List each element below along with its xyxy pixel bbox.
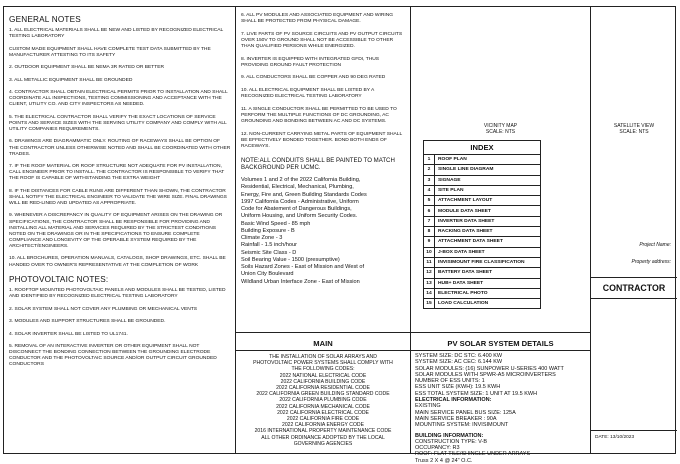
index-row — [424, 299, 541, 309]
note-item: 8. INVERTER IS EQUIPPED WITH INTEGRATED GFDI, THUS PROVIDING GROUND FAULT PROTECTION — [241, 56, 380, 68]
index-number: 11 — [424, 257, 435, 267]
main-code-line: 2022 CALIFORNIA PLUMBING CODE — [279, 397, 367, 404]
index-row — [424, 196, 541, 206]
code-line: Soils Hazard Zones - East of Mission and West of — [241, 264, 365, 271]
general-note: 9. WHENEVER A DISCREPANCY IN QUALITY OF EQUIPMENT ARISES ON THE DRAWING OR SPECIFICATIONS, THE CONTRACTOR SHALL BE RESPONSIBLE FOR PROVIDING AND INSTALLING ALL MATERIAL AND SERVICES REQUIRED BY THE STRICTEST CONDITIONS NOTED ON THE DRAWINGS OR IN THE SPECIFICATIONS TO ENSURE COMPLETE COMPLIANCE AND LONGEVITY OF THE OPERABLE SYSTEM REQUIRED BY THE ARCHITECT/ENGINEERS. — [9, 213, 223, 249]
building-info-line: CONSTRUCTION TYPE: V-B — [415, 438, 488, 445]
pv-details-title: PV SOLAR SYSTEM DETAILS — [411, 337, 590, 351]
index-sheet-label: SINGLE LINE DIAGRAM — [435, 165, 541, 175]
index-number: 14 — [424, 288, 435, 298]
project-name-label: Project Name: — [639, 242, 671, 248]
index-sheet-label: HUB+ DATA SHEET — [435, 278, 541, 288]
index-sheet-label: ELECTRICAL PHOTO — [435, 288, 541, 298]
code-line: Basic Wind Speed - 85 mph — [241, 220, 311, 227]
index-number: 3 — [424, 175, 435, 185]
index-row — [424, 185, 541, 195]
satellite-view-title: SATELLITE VIEW — [613, 123, 655, 129]
vicinity-map-scale: SCALE: NTS — [485, 129, 516, 135]
code-line: Union City Boulevard — [241, 271, 294, 278]
pv-detail-line: NUMBER OF ESS UNITS: 1 — [415, 378, 485, 385]
index-title: INDEX — [424, 141, 541, 155]
satellite-view-scale: SCALE: NTS — [619, 129, 649, 135]
main-code-line: 2022 CALIFORNIA GREEN BUILDING STANDARD CODE — [256, 391, 390, 398]
general-note: 2. OUTDOOR EQUIPMENT SHALL BE NEMA 3R RATED OR BETTER — [9, 65, 165, 71]
main-code-line: PHOTOVOLTAIC POWER SYSTEMS SHALL COMPLY WITH — [253, 360, 393, 367]
drawing-sheet — [3, 6, 676, 464]
photovoltaic-note: 4. SOLAR INVERTER SHALL BE LISTED TO UL1741. — [9, 331, 128, 337]
pv-detail-line: SOLAR MODULES WITH SPWR-A5 MICROINVERTERS — [415, 371, 556, 378]
index-sheet-label: BATTERY DATA SHEET — [435, 268, 541, 278]
note-item: 9. ALL CONDUCTORS SHALL BE COPPER AND 90 DEG RATED — [241, 75, 386, 81]
pv-detail-line: ESS TOTAL SYSTEM SIZE: 1 UNIT AT 19.5 KWH — [415, 390, 538, 397]
index-number: 9 — [424, 237, 435, 247]
main-title: MAIN — [236, 337, 410, 351]
index-sheet-label: INVISIMOUNT FIRE CLASSIFICATION — [435, 257, 541, 267]
satellite-view — [591, 123, 677, 135]
general-note: 5. THE ELECTRICAL CONTRACTOR SHALL VERIFY THE EXACT LOCATIONS OF SERVICE POINTS AND SERVICE SIZES WITH THE SERVING UTILITY COMPANY AND COMPLY WITH ALL UTILITY COMPANIES REQUIREMENTS. — [9, 114, 227, 132]
code-line: Rainfall - 1.5 inch/hour — [241, 242, 297, 249]
note-item: 12. NON-CURRENT CARRYING METAL PARTS OF EQUIPMENT SHALL BE EFFECTIVELY BONDED TOGETHER. BOND BOTH ENDS OF RACEWAYS. — [241, 131, 403, 149]
index-row — [424, 175, 541, 185]
index-row — [424, 155, 541, 165]
code-references — [241, 177, 406, 286]
vicinity-map-title: VICINITY MAP — [483, 123, 518, 129]
main-code-line: THE INSTALLATION OF SOLAR ARRAYS AND — [269, 354, 377, 360]
pv-detail-line: SYSTEM SIZE: AC CEC: 6.144 KW — [415, 359, 503, 366]
code-line: Climate Zone - 3 — [241, 235, 283, 242]
index-number: 8 — [424, 227, 435, 237]
index-sheet-label: MODULE DATA SHEET — [435, 206, 541, 216]
index-column — [411, 7, 591, 464]
main-code-line: 2022 NATIONAL ELECTRICAL CODE — [279, 372, 367, 379]
code-line: Residential, Electrical, Mechanical, Plumbing, — [241, 184, 354, 191]
main-code-line: 2022 CALIFORNIA FIRE CODE — [286, 416, 360, 423]
photovoltaic-note: 2. SOLAR SYSTEM SHALL NOT COVER ANY PLUMBING OR MECHANICAL VENTS — [9, 306, 198, 312]
building-info-heading: BUILDING INFORMATION: — [415, 432, 484, 439]
index-row — [424, 247, 541, 257]
general-note: 8. IF THE DISTANCES FOR CABLE RUNS ARE DIFFERENT THAN SHOWN, THE CONTRACTOR SHALL NOTIFY THE ELECTRICAL ENGINEER TO VALIDATE THE WIRE SIZE. FINAL DRAWINGS WILL BE RED-LINED AND UPDATED AS APPROPRIATE. — [9, 188, 227, 206]
index-row — [424, 278, 541, 288]
code-line: Volumes 1 and 2 of the 2022 California Building, — [241, 177, 361, 184]
index-number: 6 — [424, 206, 435, 216]
note-item: 6. ALL PV MODULES AND ASSOCIATED EQUIPMENT AND WIRING SHALL BE PROTECTED FROM PHYSICAL DAMAGE. — [241, 13, 394, 25]
index-row — [424, 257, 541, 267]
index-number: 1 — [424, 155, 435, 165]
building-info-line: ROOF: FLAT TILE/SHINGLE UNDER ARRAYS — [415, 451, 531, 458]
general-note: 3. ALL METALLIC EQUIPMENT SHALL BE GROUNDED — [9, 77, 133, 83]
main-code-line: 2022 CALIFORNIA ELECTRICAL CODE — [277, 409, 369, 416]
index-row — [424, 216, 541, 226]
code-line: Soil Bearing Value - 1500 (presumptive) — [241, 256, 340, 263]
general-note: CUSTOM MADE EQUIPMENT SHALL HAVE COMPLETE TEST DATA SUBMITTED BY THE MANUFACTURER ATTESTING TO ITS SAFETY — [9, 46, 211, 58]
notes-column-left — [4, 7, 236, 453]
index-number: 13 — [424, 278, 435, 288]
date-divider — [591, 430, 677, 431]
code-line: Code for Abatement of Dangerous Buildings, — [241, 206, 352, 213]
main-code-line: 2016 INTERNATIONAL PROPERTY MAINTENANCE CODE — [254, 428, 392, 435]
index-row — [424, 165, 541, 175]
code-line: 1997 California Codes - Administrative, Uniform — [241, 198, 359, 205]
index-sheet-label: ATTACHMENT LAYOUT — [435, 196, 541, 206]
electrical-info-line: MAIN SERVICE PANEL BUS SIZE: 125A — [415, 409, 516, 416]
pv-system-details — [411, 332, 590, 464]
main-code-line: ALL OTHER ORDINANCE ADOPTED BY THE LOCAL — [261, 434, 385, 441]
code-line: Uniform Housing, and Uniform Security Codes. — [241, 213, 358, 220]
index-row — [424, 237, 541, 247]
general-note: 1. ALL ELECTRICAL MATERIALS SHALL BE NEW AND LISTED BY RECOGNIZED ELECTRICAL TESTING LABORATORY — [9, 28, 224, 40]
index-sheet-label: J-BOX DATA SHEET — [435, 247, 541, 257]
electrical-info-line: MOUNTING SYSTEM: INVISIMOUNT — [415, 422, 509, 429]
note-item: 11. A SINGLE CONDUCTOR SHALL BE PERMITTED TO BE USED TO PERFORM THE MULTIPLE FUNCTIONS OF DC GROUNDING, AC GROUNDING AND BONDING BETWEEN AC AND DC SYSTEMS. — [241, 106, 397, 125]
index-number: 5 — [424, 196, 435, 206]
index-number: 7 — [424, 216, 435, 226]
electrical-info-line: EXISTING — [415, 403, 441, 410]
index-row — [424, 227, 541, 237]
main-code-line: 2022 CALIFORNIA ENERGY CODE — [282, 422, 364, 429]
electrical-info-heading: ELECTRICAL INFORMATION: — [415, 397, 492, 404]
index-number: 2 — [424, 165, 435, 175]
general-note: 10. ALL BROCHURES, OPERATION MANUALS, CATALOGS, SHOP DRAWINGS, ETC. SHALL BE HANDED OVER TO OWNER'S REPRESENTATIVE AT THE COMPLETION OF WORK — [9, 256, 226, 268]
general-note: 4. CONTRACTOR SHALL OBTAIN ELECTRICAL PERMITS PRIOR TO INSTALLATION AND SHALL COORDINATE ALL INSPECTIONS, TESTING COMMISSIONING AND ACCEPTANCE WITH THE CLIENT, UTILITY CO. AND CITY INSPECTORS AS NEEDED. — [9, 90, 228, 108]
property-address-label: Property address: — [631, 259, 671, 265]
note-item: 7. LIVE PARTS OF PV SOURCE CIRCUITS AND PV OUTPUT CIRCUITS OVER 150V TO GROUND SHALL NOT BE ACCESSIBLE TO OTHER THAN QUALIFIED PERSONS WHILE ENERGIZED. — [241, 31, 403, 49]
electrical-info-line: MAIN SERVICE BREAKER : 90A — [415, 415, 497, 422]
code-line: Building Exposure - B — [241, 227, 295, 234]
main-code-line: GOVERNING AGENCIES — [293, 440, 353, 447]
index-sheet-label: INVERTER DATA SHEET — [435, 216, 541, 226]
code-line: Wildland Urban Interface Zone - East of Mission — [241, 278, 360, 285]
photovoltaic-note: 5. REMOVAL OF AN INTERACTIVE INVERTER OR OTHER EQUIPMENT SHALL NOT DISCONNECT THE BONDING CONNECTION BETWEEN THE GROUNDING ELECTRODE CONDUCTOR AND THE PHOTOVOLTAIC SOURCE AND/OR OUTPUT CIRCUIT GROUNDED CONDUCTORS — [9, 344, 217, 368]
contractor-label: CONTRACTOR — [591, 277, 677, 299]
photovoltaic-note: 3. MODULES AND SUPPORT STRUCTURES SHALL BE GROUNDED. — [9, 319, 166, 325]
main-code-list — [236, 351, 410, 447]
index-number: 10 — [424, 247, 435, 257]
general-notes-list — [9, 28, 231, 269]
index-row — [424, 268, 541, 278]
notes-continued-list — [241, 13, 406, 150]
notes-column-middle — [236, 7, 411, 453]
photovoltaic-notes-list — [9, 288, 231, 368]
main-code-line: 2022 CALIFORNIA BUILDING CODE — [280, 378, 366, 385]
pv-detail-line: ESS UNIT SIZE (KWH): 19.5 KWH — [415, 384, 501, 391]
pv-detail-line: SOLAR MODULES: (16) SUNPOWER U-SERIES 400 WATT — [415, 365, 564, 372]
index-number: 15 — [424, 299, 435, 309]
conduit-note: NOTE:ALL CONDUITS SHALL BE PAINTED TO MATCH BACKGROUND PER UCMC. — [241, 156, 395, 171]
code-line: Seismic Site Class - D — [241, 249, 297, 256]
general-note: 7. IF THE ROOF MATERIAL OR ROOF STRUCTURE NOT ADEQUATE FOR PV INSTALLATION, CALL ENGINEER PRIOR TO INSTALL. THE CONTRACTOR IS RESPONSIBLE TO VERIFY THAT THE ROOF IS CAPABLE OF WITHSTANDING THE EXTRA WEIGHT — [9, 164, 225, 182]
main-code-line: 2022 CALIFORNIA MECHANICAL CODE — [276, 403, 370, 410]
main-codes-box — [236, 332, 410, 453]
index-sheet-label: LOAD CALCULATION — [435, 299, 541, 309]
title-block — [591, 7, 677, 453]
code-line: Energy, Fire and, Green Building Standards Codes — [241, 191, 367, 198]
general-notes-heading: GENERAL NOTES — [9, 15, 81, 24]
building-info-line: Truss 2 X 4 @ 24" O.C. — [415, 457, 473, 464]
photovoltaic-note: 1. ROOFTOP MOUNTED PHOTOVOLTAIC PANELS AND MODULES SHALL BE TESTED, LISTED AND IDENTIFIED BY RECOGNIZED ELECTRICAL TESTING LABORATORY — [9, 288, 226, 300]
note-item: 10. ALL ELECTRICAL EQUIPMENT SHALL BE LISTED BY A RECOGNIZED ELECTRICAL TESTING LABORATORY — [241, 88, 375, 100]
index-sheet-label: RACKING DATA SHEET — [435, 227, 541, 237]
index-number: 4 — [424, 185, 435, 195]
general-note: 6. DRAWINGS ARE DIAGRAMMATIC ONLY. ROUTING OF RACEWAYS SHALL BE OPTION OF THE CONTRACTOR UNLESS OTHERWISE NOTED AND SHALL BE COORDINATED WITH OTHER TRADES. — [9, 139, 231, 157]
index-row — [424, 206, 541, 216]
index-sheet-label: ROOF PLAN — [435, 155, 541, 165]
vicinity-map — [411, 123, 590, 135]
building-info-line: OCCUPANCY: R3 — [415, 445, 460, 452]
index-sheet-label: SIGNAGE — [435, 175, 541, 185]
index-table — [423, 140, 541, 309]
index-sheet-label: ATTACHMENT DATA SHEET — [435, 237, 541, 247]
pv-detail-line: SYSTEM SIZE: DC STC: 6.400 KW — [415, 353, 503, 359]
index-sheet-label: SITE PLAN — [435, 185, 541, 195]
date-label: DATE: 13/10/2023 — [595, 435, 635, 440]
index-number: 12 — [424, 268, 435, 278]
main-code-line: THE FOLLOWING CODES: — [291, 366, 355, 373]
index-row — [424, 288, 541, 298]
photovoltaic-notes-heading: PHOTOVOLTAIC NOTES: — [9, 275, 109, 285]
main-code-line: 2022 CALIFORNIA RESIDENTIAL CODE — [276, 385, 370, 392]
